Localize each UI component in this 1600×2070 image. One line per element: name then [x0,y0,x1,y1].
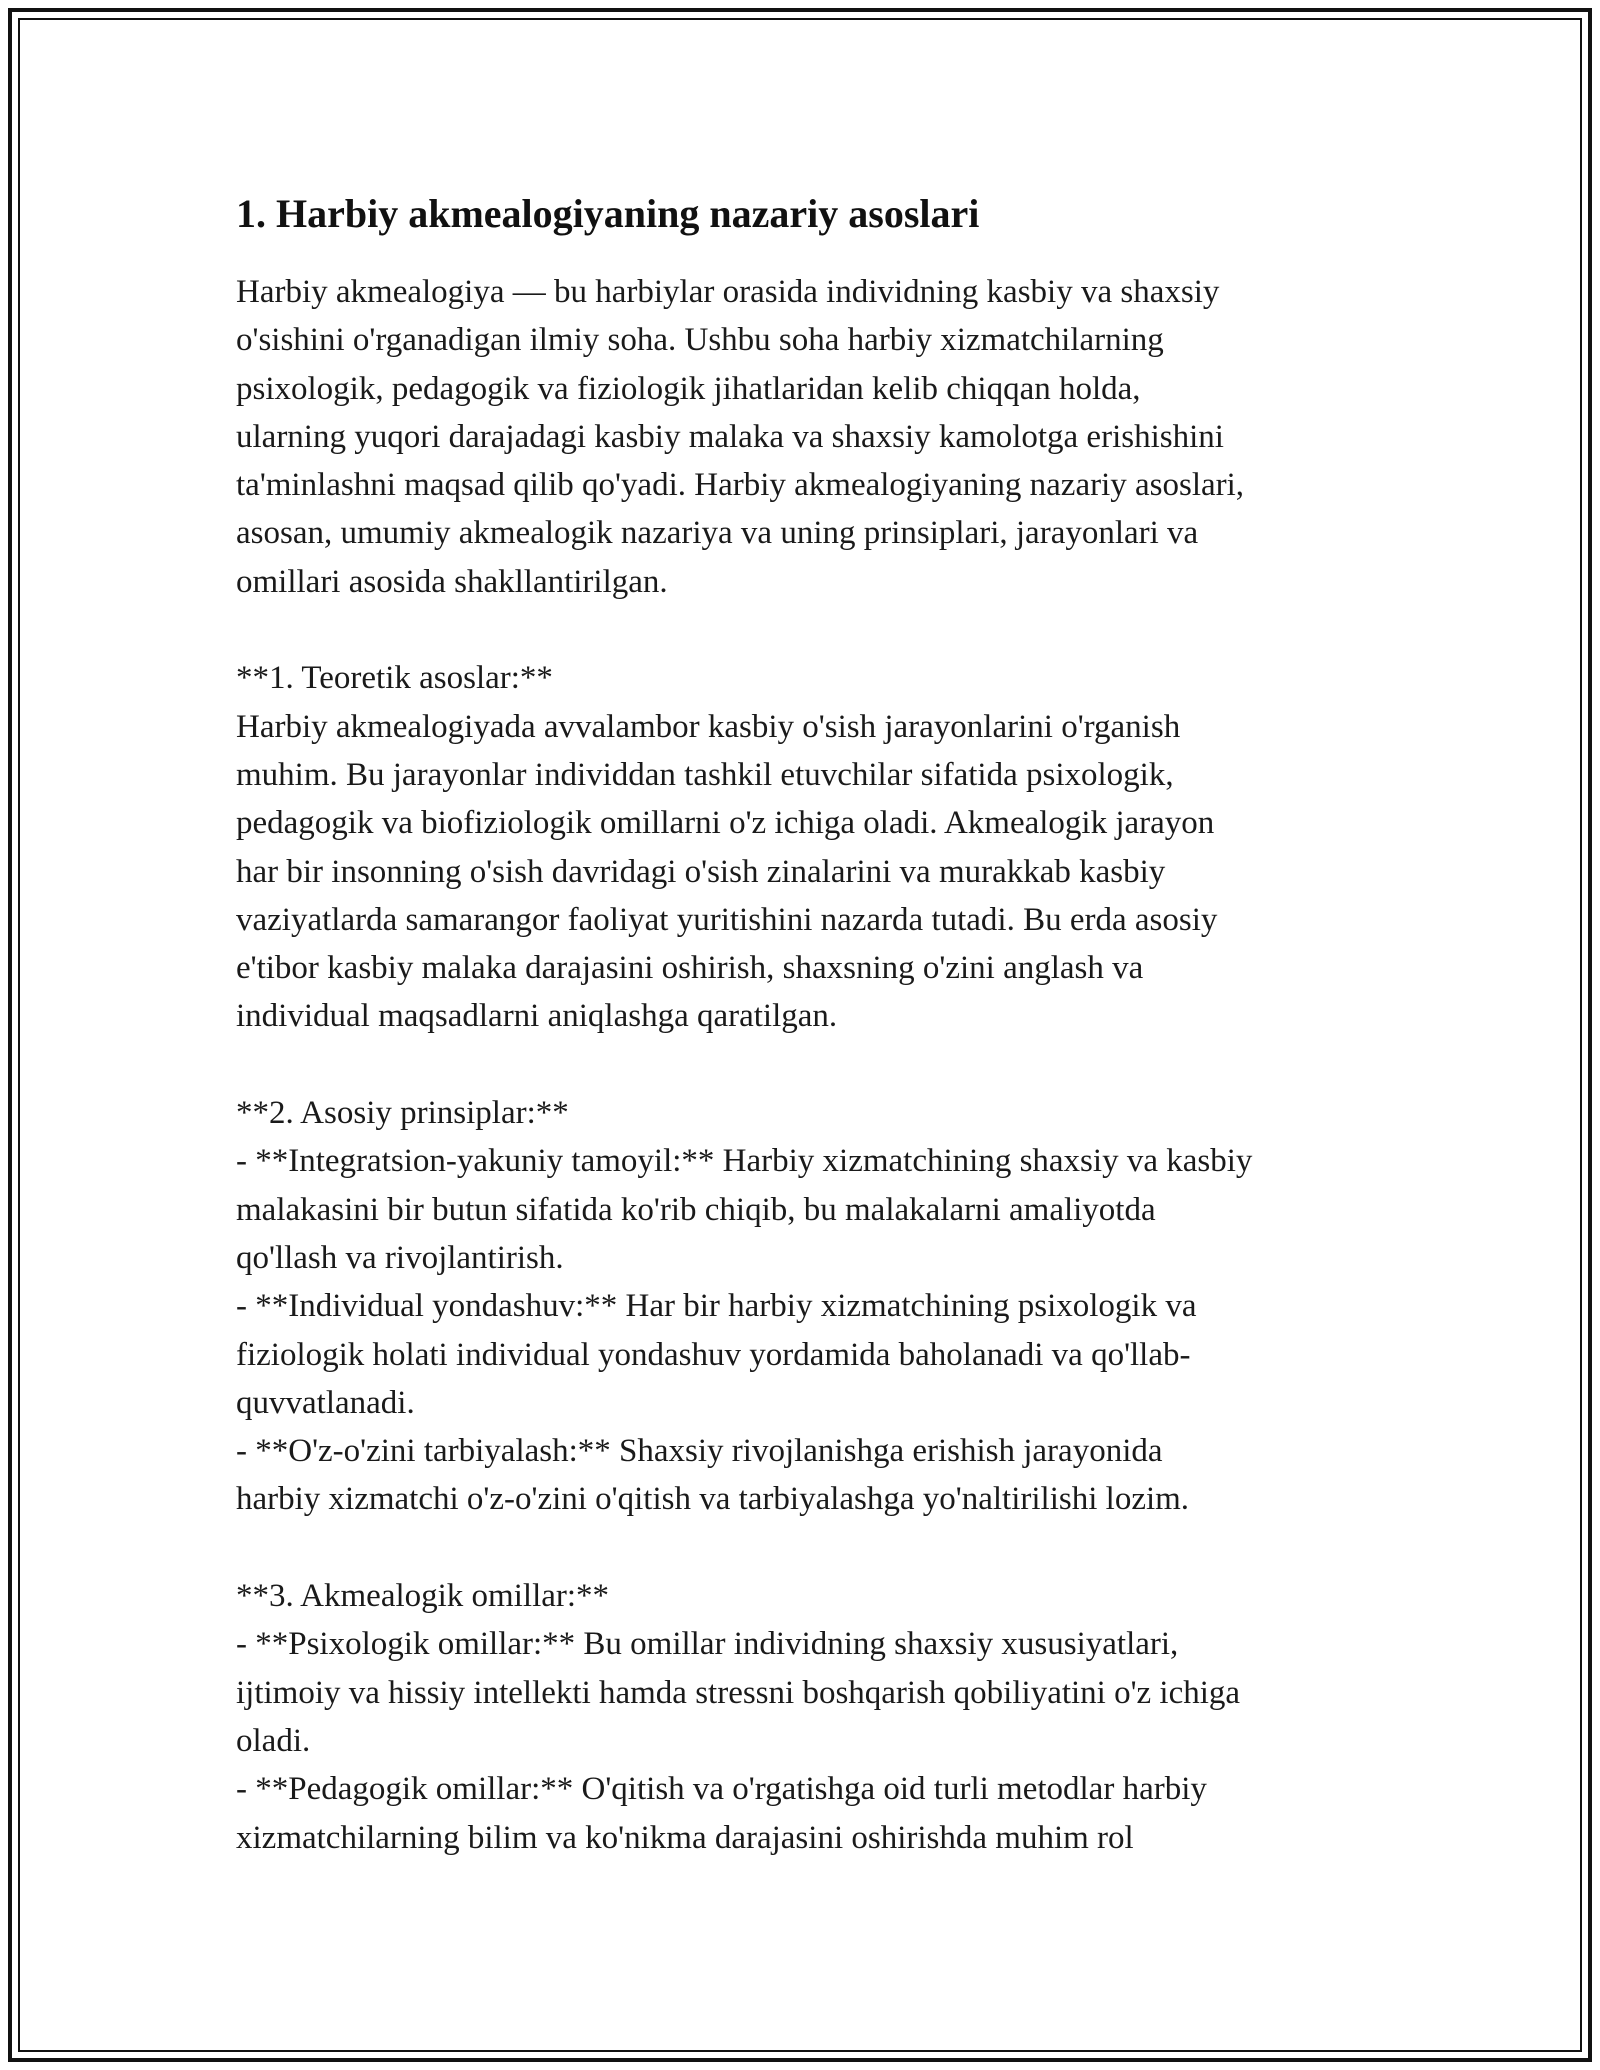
list-item-line: - **Integratsion-yakuniy tamoyil:** Harbiy xizmatchining shaxsiy va kasbiy [236,1143,1253,1180]
text-line: qo'llash va rivojlantirish. [236,1239,564,1276]
text-line: harbiy xizmatchi o'z-o'zini o'qitish va tarbiyalashga yo'naltirilishi lozim. [236,1481,1190,1518]
text-line: Harbiy akmealogiyada avvalambor kasbiy o'sish jarayonlarini o'rganish [236,708,1181,745]
paragraph-gap [236,1524,1376,1572]
intro-paragraph [236,268,1376,606]
text-line: xizmatchilarning bilim va ko'nikma darajasini oshirishda muhim rol [236,1819,1134,1856]
text-line: ta'minlashni maqsad qilib qo'yadi. Harbiy akmealogiyaning nazariy asoslari, [236,467,1245,504]
list-item-line: - **O'z-o'zini tarbiyalash:** Shaxsiy rivojlanishga erishish jarayonida [236,1433,1163,1470]
text-line: muhim. Bu jarayonlar individdan tashkil etuvchilar sifatida psixologik, [236,756,1174,793]
text-line: omillari asosida shakllantirilgan. [236,563,668,600]
text-line: e'tibor kasbiy malaka darajasini oshirish, shaxsning o'zini anglash va [236,950,1144,987]
text-line: ularning yuqori darajadagi kasbiy malaka va shaxsiy kamolotga erishishini [236,418,1224,455]
paragraph-gap [236,606,1376,654]
text-line: individual maqsadlarni aniqlashga qaratilgan. [236,998,838,1035]
text-line: har bir insonning o'sish davridagi o'sish zinalarini va murakkab kasbiy [236,853,1166,890]
text-line: asosan, umumiy akmealogik nazariya va uning prinsiplari, jarayonlari va [236,515,1199,552]
text-line: fiziologik holati individual yondashuv yordamida baholanadi va qo'llab- [236,1336,1191,1373]
text-line: pedagogik va biofiziologik omillarni o'z ichiga oladi. Akmealogik jarayon [236,805,1215,842]
page-title: 1. Harbiy akmealogiyaning nazariy asoslari [236,191,980,236]
section-heading: **2. Asosiy prinsiplar:** [236,1095,569,1132]
text-line: ijtimoiy va hissiy intellekti hamda stressni boshqarish qobiliyatini o'z ichiga [236,1674,1241,1711]
section-heading: **3. Akmealogik omillar:** [236,1578,610,1615]
text-line: oladi. [236,1722,311,1759]
text-line: psixologik, pedagogik va fiziologik jihatlaridan kelib chiqqan holda, [236,370,1141,407]
section-heading: **1. Teoretik asoslar:** [236,660,553,697]
list-item-line: - **Psixologik omillar:** Bu omillar individning shaxsiy xususiyatlari, [236,1626,1179,1663]
document-body [236,188,1376,1862]
section-theoretical-foundations [236,654,1376,1040]
list-item-line: - **Pedagogik omillar:** O'qitish va o'rgatishga oid turli metodlar harbiy [236,1771,1207,1808]
section-main-principles [236,1089,1376,1524]
section-acmeological-factors [236,1572,1376,1862]
text-line: quvvatlanadi. [236,1384,415,1421]
text-line: o'sishini o'rganadigan ilmiy soha. Ushbu soha harbiy xizmatchilarning [236,322,1164,359]
list-item-line: - **Individual yondashuv:** Har bir harbiy xizmatchining psixologik va [236,1288,1197,1325]
text-line: Harbiy akmealogiya — bu harbiylar orasida individning kasbiy va shaxsiy [236,274,1220,310]
text-line: vaziyatlarda samarangor faoliyat yuritishini nazarda tutadi. Bu erda asosiy [236,901,1218,938]
text-line: malakasini bir butun sifatida ko'rib chiqib, bu malakalarni amaliyotda [236,1191,1156,1228]
paragraph-gap [236,1041,1376,1089]
